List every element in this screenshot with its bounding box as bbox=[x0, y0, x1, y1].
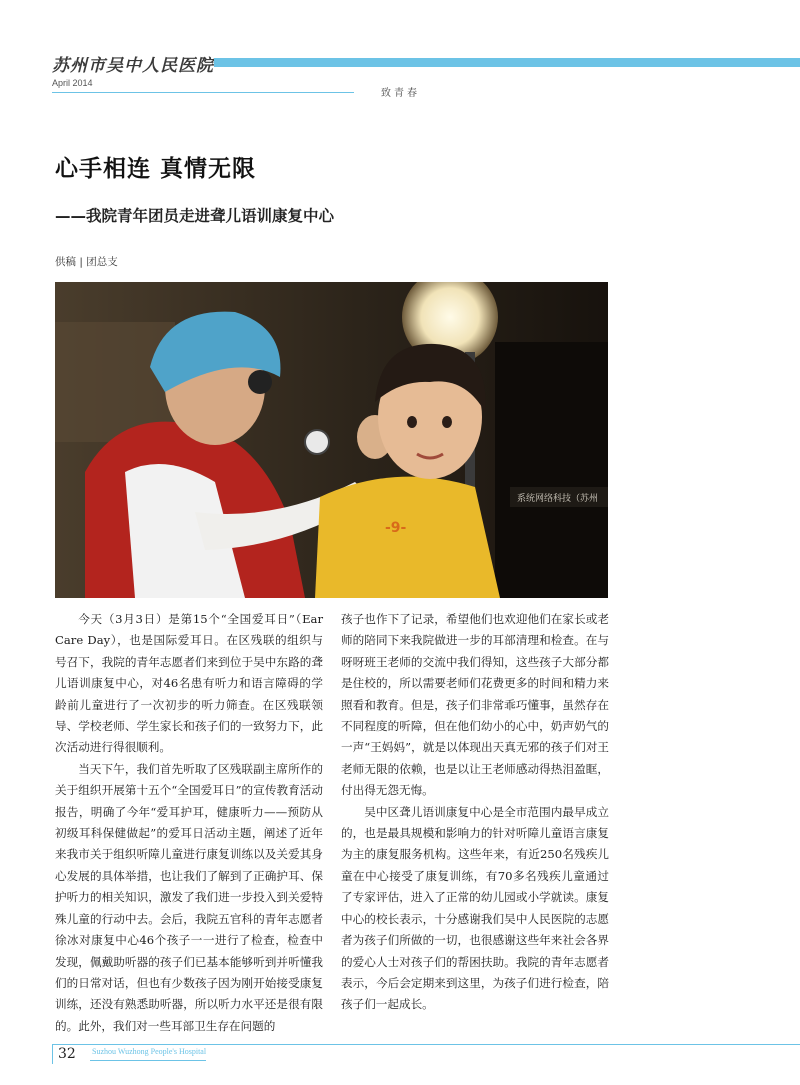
article-photo bbox=[55, 282, 608, 598]
byline: 供稿 | 团总支 bbox=[55, 256, 118, 268]
child-eye-right bbox=[442, 416, 452, 428]
head-mirror bbox=[248, 370, 272, 394]
paragraph: 当天下午，我们首先听取了区残联副主席所作的关于组织开展第十五个“全国爱耳日”的宣传教育活动报告，明确了今年“爱耳护耳，健康听力——预防从初级耳科保健做起”的爱耳日活动主题，阐述了近年来我市关于组织听障儿童进行康复训练以及关爱其身心发展的具体举措，也让我们了解到了正确护耳、保护听力的相关知识，激发了我们进一步投入到关爱特殊儿童的行动中去。会后，我院五官科的青年志愿者徐冰对康复中心46个孩子一一进行了检查，检查中发现，佩戴助听器的孩子们已基本能够听到并听懂我们的日常对话，但也有少数孩子因为刚开始接受康复训练，还没有熟悉助听器，所以听力水平还是很有限的。此外，我们对一些耳部卫生存在问题的 bbox=[55, 761, 323, 1033]
footer-rule bbox=[52, 1044, 800, 1045]
paragraph: 今天（3月3日）是第15个“全国爱耳日”（Ear Care Day），也是国际爱耳日。在区残联的组织与号召下，我院的青年志愿者们来到位于吴中东路的聋儿语训康复中心，对46名患有听力和语言障碍的学龄前儿童进行了一次初步的听力筛查。在区残联领导、学校老师、学生家长和孩子们的一致努力下，此次活动进行得很顺利。 bbox=[55, 612, 323, 755]
masthead-accent-bar bbox=[214, 58, 800, 67]
child-eye-left bbox=[407, 416, 417, 428]
section-label: 致青春 bbox=[381, 88, 420, 99]
article-column-left bbox=[55, 609, 323, 1037]
background-cabinet bbox=[495, 342, 608, 598]
issue-date: April 2014 bbox=[52, 78, 93, 88]
speaker-device bbox=[305, 430, 329, 454]
masthead-rule bbox=[52, 92, 354, 93]
background-banner-text: 系统网络科技（苏州 bbox=[517, 494, 599, 504]
page-number: 32 bbox=[58, 1046, 76, 1062]
child-smock bbox=[315, 477, 500, 598]
footer-underline bbox=[90, 1060, 206, 1061]
masthead-hospital-name: 苏州市吴中人民医院 bbox=[52, 56, 214, 76]
article-column-right bbox=[341, 609, 609, 1016]
paragraph: 吴中区聋儿语训康复中心是全市范围内最早成立的，也是最具规模和影响力的针对听障儿童语言康复为主的康复服务机构。这些年来，有近250名残疾儿童在中心接受了康复训练，有70多名残疾儿童通过了专家评估，进入了正常的幼儿园或小学就读。康复中心的校长表示，十分感谢我们吴中人民医院的志愿者为孩子们所做的一切，也很感谢这些年来社会各界的爱心人士对孩子们的帮困扶助。我院的青年志愿者表示，今后会定期来到这里，为孩子们进行检查，陪孩子们一起成长。 bbox=[341, 804, 609, 1012]
photo-illustration bbox=[55, 282, 608, 598]
article-title: 心手相连 真情无限 bbox=[55, 156, 257, 182]
footer-hospital-name: Suzhou Wuzhong People's Hospital bbox=[92, 1047, 207, 1056]
smock-number: -9- bbox=[385, 520, 407, 536]
article-subtitle: ——我院青年团员走进聋儿语训康复中心 bbox=[55, 207, 335, 225]
paragraph: 孩子也作下了记录，希望他们也欢迎他们在家长或老师的陪同下来我院做进一步的耳部清理和检查。在与呀呀班王老师的交流中我们得知，这些孩子大部分都是住校的，所以需要老师们花费更多的时间和精力来照看和教育。但是，孩子们非常乖巧懂事，虽然存在不同程度的听障，但在他们幼小的心中，奶声奶气的一声“王妈妈”，就是以体现出天真无邪的孩子们对王老师无限的依赖，也是以让王老师感动得热泪盈眶，付出得无怨无悔。 bbox=[341, 612, 609, 798]
